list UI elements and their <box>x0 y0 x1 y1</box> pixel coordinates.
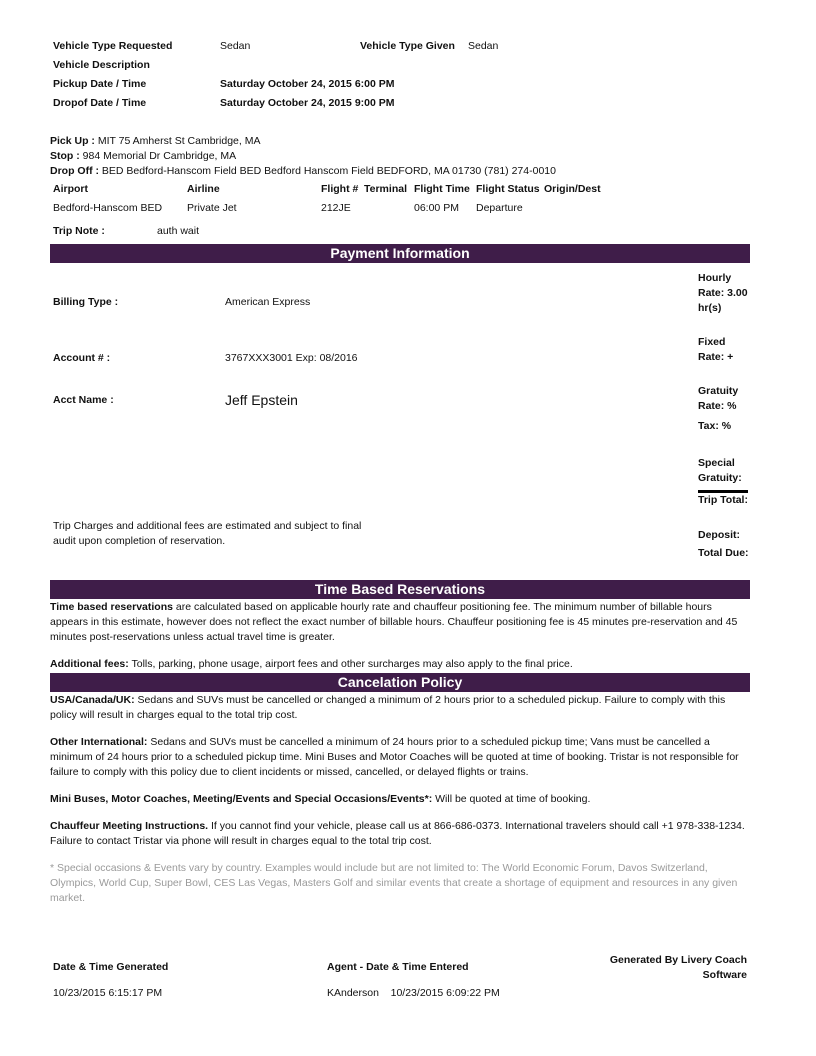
trip-note-label: Trip Note : <box>53 225 105 237</box>
trip-total: Trip Total: <box>698 494 748 506</box>
dropoff-datetime-label: Dropof Date / Time <box>53 97 147 109</box>
account-number-value: 3767XXX3001 Exp: 08/2016 <box>225 352 358 364</box>
total-due: Total Due: <box>698 547 749 559</box>
additional-fees-lead: Additional fees: <box>50 658 129 670</box>
vehicle-type-requested-label: Vehicle Type Requested <box>53 40 173 52</box>
route-stop <box>50 150 236 162</box>
account-number-label: Account # : <box>53 352 111 364</box>
acct-name-label: Acct Name : <box>53 394 114 406</box>
special-occasions-footnote: * Special occasions & Events vary by country. Examples would include but are not limited to: The World Economic Forum, Davos Switzerland, Olympics, World Cup, Super Bowl, CES Las Vegas, Masters Golf and similar events that create a shortage of equipment and resources in any given market. <box>50 862 738 904</box>
fixed-rate: Fixed Rate: + <box>698 336 734 363</box>
time-based-section-header: Time Based Reservations <box>50 580 750 599</box>
cancel-international-text: Sedans and SUVs must be cancelled a minimum of 24 hours prior to a scheduled pickup time; Vans must be cancelled a minimum of 24 hours prior to a scheduled pickup time. Mini Buses and Motor Coaches will be quoted at time of booking. Tristar is not responsible for failure to comply with this policy due to client incidents or missed, cancelled, or delayed flights or trains. <box>50 736 739 778</box>
cancel-minibus-text: Will be quoted at time of booking. <box>432 793 591 805</box>
flight-cell-time: 06:00 PM <box>414 202 459 214</box>
chauffeur-meeting-text: If you cannot find your vehicle, please call us at 866-686-0373. International travelers should call +1 978-338-1234. Failure to contact Tristar via phone will result in charges equal to the total trip cost. <box>50 820 745 847</box>
software-credit: Generated By Livery Coach Software <box>609 954 747 981</box>
tax-rate: Tax: % <box>698 420 732 432</box>
vehicle-type-requested-value: Sedan <box>220 40 251 52</box>
route-stop-label: Stop : <box>50 150 80 162</box>
flight-header-number: Flight # <box>321 183 359 195</box>
additional-fees-paragraph <box>50 657 750 672</box>
flight-header-terminal: Terminal <box>364 183 407 195</box>
date-generated-label: Date & Time Generated <box>53 961 169 973</box>
deposit: Deposit: <box>698 529 740 541</box>
gratuity-rate: Gratuity Rate: % <box>698 385 739 412</box>
date-generated-value: 10/23/2015 6:15:17 PM <box>53 987 163 999</box>
route-pickup-value: MIT 75 Amherst St Cambridge, MA <box>97 135 261 147</box>
route-stop-value: 984 Memorial Dr Cambridge, MA <box>82 150 237 162</box>
cancelation-section-header: Cancelation Policy <box>50 673 750 692</box>
cancel-international-paragraph <box>50 735 750 780</box>
billing-type-label: Billing Type : <box>53 296 119 308</box>
flight-cell-airport: Bedford-Hanscom BED <box>53 202 163 214</box>
flight-cell-airline: Private Jet <box>187 202 237 214</box>
cancel-usa-text: Sedans and SUVs must be cancelled or changed a minimum of 2 hours prior to a scheduled pickup. Failure to comply with this policy will result in charges equal to the total trip cost. <box>50 694 726 721</box>
cancel-international-lead: Other International: <box>50 736 148 748</box>
vehicle-description-label: Vehicle Description <box>53 59 150 71</box>
route-pickup-label: Pick Up : <box>50 135 95 147</box>
flight-header-airport: Airport <box>53 183 88 195</box>
cancel-usa-lead: USA/Canada/UK: <box>50 694 135 706</box>
route-dropoff-value: BED Bedford-Hanscom Field BED Bedford Hanscom Field BEDFORD, MA 01730 (781) 274-0010 <box>101 165 556 177</box>
trip-note-value: auth wait <box>157 225 200 237</box>
flight-header-status: Flight Status <box>476 183 540 195</box>
flight-cell-status: Departure <box>476 202 523 214</box>
billing-type-value: American Express <box>225 296 311 308</box>
chauffeur-meeting-paragraph <box>50 819 750 849</box>
pickup-datetime-value: Saturday October 24, 2015 6:00 PM <box>220 78 395 90</box>
chauffeur-meeting-lead: Chauffeur Meeting Instructions. <box>50 820 209 832</box>
estimate-note: Trip Charges and additional fees are estimated and subject to final audit upon completion of reservation. <box>53 520 362 547</box>
pickup-datetime-label: Pickup Date / Time <box>53 78 147 90</box>
flight-header-airline: Airline <box>187 183 220 195</box>
vehicle-type-given-value: Sedan <box>468 40 499 52</box>
agent-entered-value: KAnderson 10/23/2015 6:09:22 PM <box>327 987 500 999</box>
route-dropoff <box>50 165 556 177</box>
dropoff-datetime-value: Saturday October 24, 2015 9:00 PM <box>220 97 395 109</box>
flight-header-origin-dest: Origin/Dest <box>544 183 601 195</box>
special-gratuity: Special Gratuity: <box>698 457 742 484</box>
flight-header-time: Flight Time <box>414 183 470 195</box>
additional-fees-text: Tolls, parking, phone usage, airport fees and other surcharges may also apply to the final price. <box>128 658 573 670</box>
cancel-minibus-lead: Mini Buses, Motor Coaches, Meeting/Events and Special Occasions/Events*: <box>50 793 433 805</box>
cancel-minibus-paragraph <box>50 792 750 807</box>
time-based-text: are calculated based on applicable hourly rate and chauffeur positioning fee. The minimum number of billable hours appears in this estimate, however does not reflect the exact number of billable hours. Chauffeur positioning fee is 45 minutes pre-reservation and 45 minutes post-reservations unless actual travel time is greater. <box>50 601 738 643</box>
route-pickup <box>50 135 260 147</box>
route-dropoff-label: Drop Off : <box>50 165 99 177</box>
time-based-lead: Time based reservations <box>50 601 173 613</box>
cancel-usa-paragraph <box>50 693 750 723</box>
vehicle-type-given-label: Vehicle Type Given <box>360 40 455 52</box>
payment-section-header: Payment Information <box>50 244 750 263</box>
flight-cell-number: 212JE <box>321 202 351 214</box>
hourly-rate: Hourly Rate: 3.00 hr(s) <box>698 272 748 314</box>
acct-name-value: Jeff Epstein <box>225 392 298 408</box>
agent-entered-label: Agent - Date & Time Entered <box>327 961 469 973</box>
time-based-paragraph <box>50 600 750 645</box>
